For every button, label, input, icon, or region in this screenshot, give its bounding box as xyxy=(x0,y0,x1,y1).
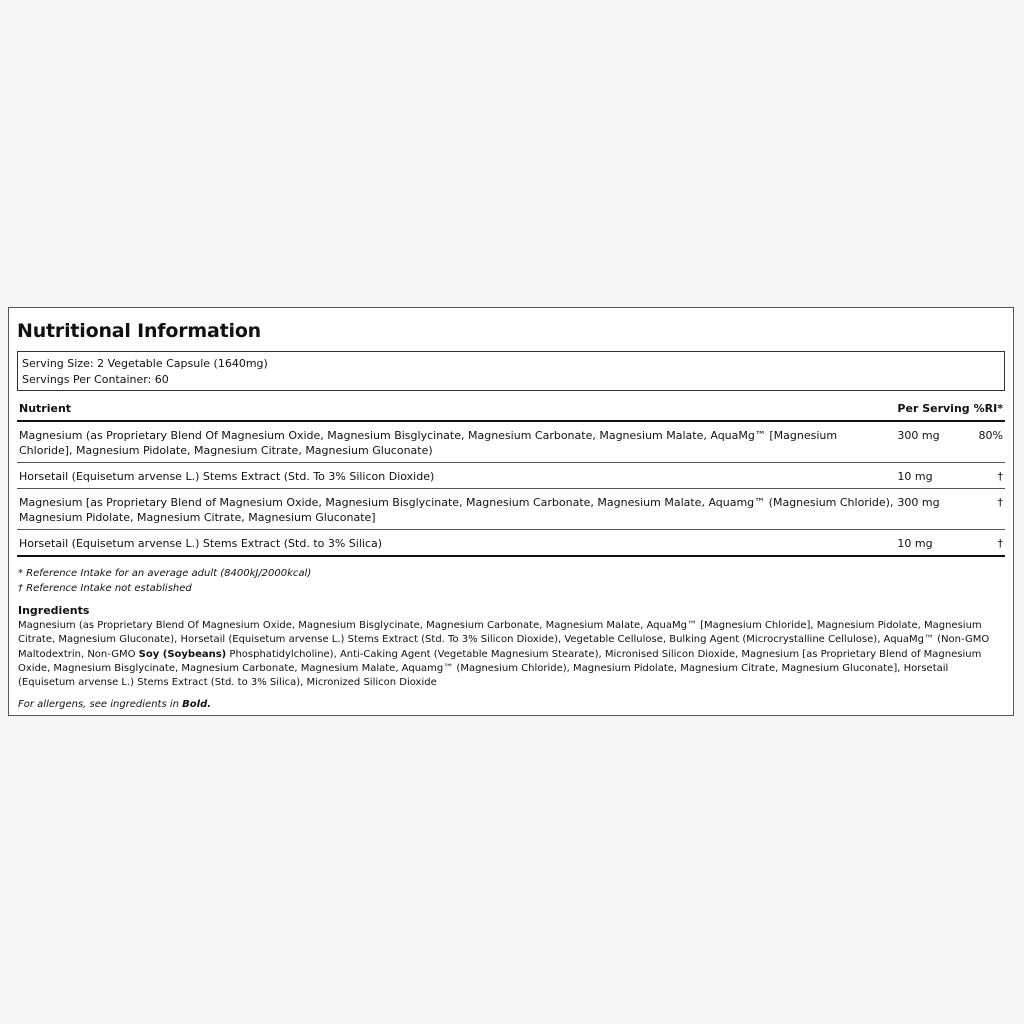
allergen-note-bold: Bold. xyxy=(182,699,212,711)
table-row xyxy=(17,489,1005,530)
ingredients-allergen-bold: Soy (Soybeans) xyxy=(138,648,227,660)
servings-per-container: Servings Per Container: 60 xyxy=(22,372,169,386)
ri-value: † xyxy=(972,463,1005,489)
header-per-serving: Per Serving xyxy=(895,400,971,421)
per-serving-value: 10 mg xyxy=(895,530,971,557)
header-nutrient: Nutrient xyxy=(17,400,895,421)
allergen-note-text: For allergens, see ingredients in xyxy=(18,699,183,711)
per-serving-value: 300 mg xyxy=(895,421,971,463)
table-header-row xyxy=(17,400,1005,421)
ri-value: † xyxy=(972,489,1005,530)
ingredients-heading: Ingredients xyxy=(18,604,90,617)
page-title: Nutritional Information xyxy=(17,320,261,342)
table-row xyxy=(17,463,1005,489)
nutrient-name: Horsetail (Equisetum arvense L.) Stems Extract (Std. to 3% Silica) xyxy=(17,530,895,557)
per-serving-value: 300 mg xyxy=(895,489,971,530)
allergen-note xyxy=(17,699,1005,710)
ri-value: † xyxy=(972,530,1005,557)
serving-info-box xyxy=(17,351,1005,391)
per-serving-value: 10 mg xyxy=(895,463,971,489)
nutrition-panel xyxy=(8,307,1014,716)
ri-value: 80% xyxy=(972,421,1005,463)
table-row xyxy=(17,421,1005,463)
serving-size: Serving Size: 2 Vegetable Capsule (1640mg) xyxy=(22,357,268,370)
nutrient-name: Horsetail (Equisetum arvense L.) Stems Extract (Std. To 3% Silicon Dioxide) xyxy=(17,463,895,489)
footnotes xyxy=(17,566,1005,596)
ingredients-text-part: Magnesium (as Proprietary Blend Of Magnesium Oxide, Magnesium Bisglycinate, Magnesium Carbonate, Magnesium Malate, AquaMg™ [Magnesium Chloride], Magnesium Pidolate, Magnesium Citrate, Magnesium Gluconate), Horsetail (Equisetum arvense L.) Stems Extract (Std. To 3% Silicon Dioxide), Vegetable Cellulose, Bulking Agent (Microcrystalline Cellulose), AquaMg™ (Non-GMO Maltodextrin, Non-GMO xyxy=(18,620,990,660)
ri-footnote: * Reference Intake for an average adult (8400kJ/2000kcal) xyxy=(18,568,312,579)
nutrient-name: Magnesium [as Proprietary Blend of Magnesium Oxide, Magnesium Bisglycinate, Magnesium Carbonate, Magnesium Malate, Aquamg™ (Magnesium Chloride), Magnesium Pidolate, Magnesium Citrate, Magnesium Gluconate] xyxy=(17,489,895,530)
header-ri: %RI* xyxy=(972,400,1005,421)
nutrient-name: Magnesium (as Proprietary Blend Of Magnesium Oxide, Magnesium Bisglycinate, Magnesium Carbonate, Magnesium Malate, AquaMg™ [Magnesium Chloride], Magnesium Pidolate, Magnesium Citrate, Magnesium Gluconate) xyxy=(17,421,895,463)
ingredients-text xyxy=(17,619,1005,690)
table-row xyxy=(17,530,1005,557)
ingredients-text-part: Phosphatidylcholine), Anti-Caking Agent (Vegetable Magnesium Stearate), Micronised Silicon Dioxide, Magnesium [as Proprietary Blend of Magnesium Oxide, Magnesium Bisglycinate, Magnesium Carbonate, Magnesium Malate, Aquamg™ (Magnesium Chloride), Magnesium Pidolate, Magnesium Citrate, Magnesium Gluconate], Horsetail (Equisetum arvense L.) Stems Extract (Std. to 3% Silica), Micronized Silicon Dioxide xyxy=(18,648,982,689)
nutrient-table xyxy=(17,400,1005,557)
not-established-footnote: † Reference Intake not established xyxy=(18,583,192,594)
